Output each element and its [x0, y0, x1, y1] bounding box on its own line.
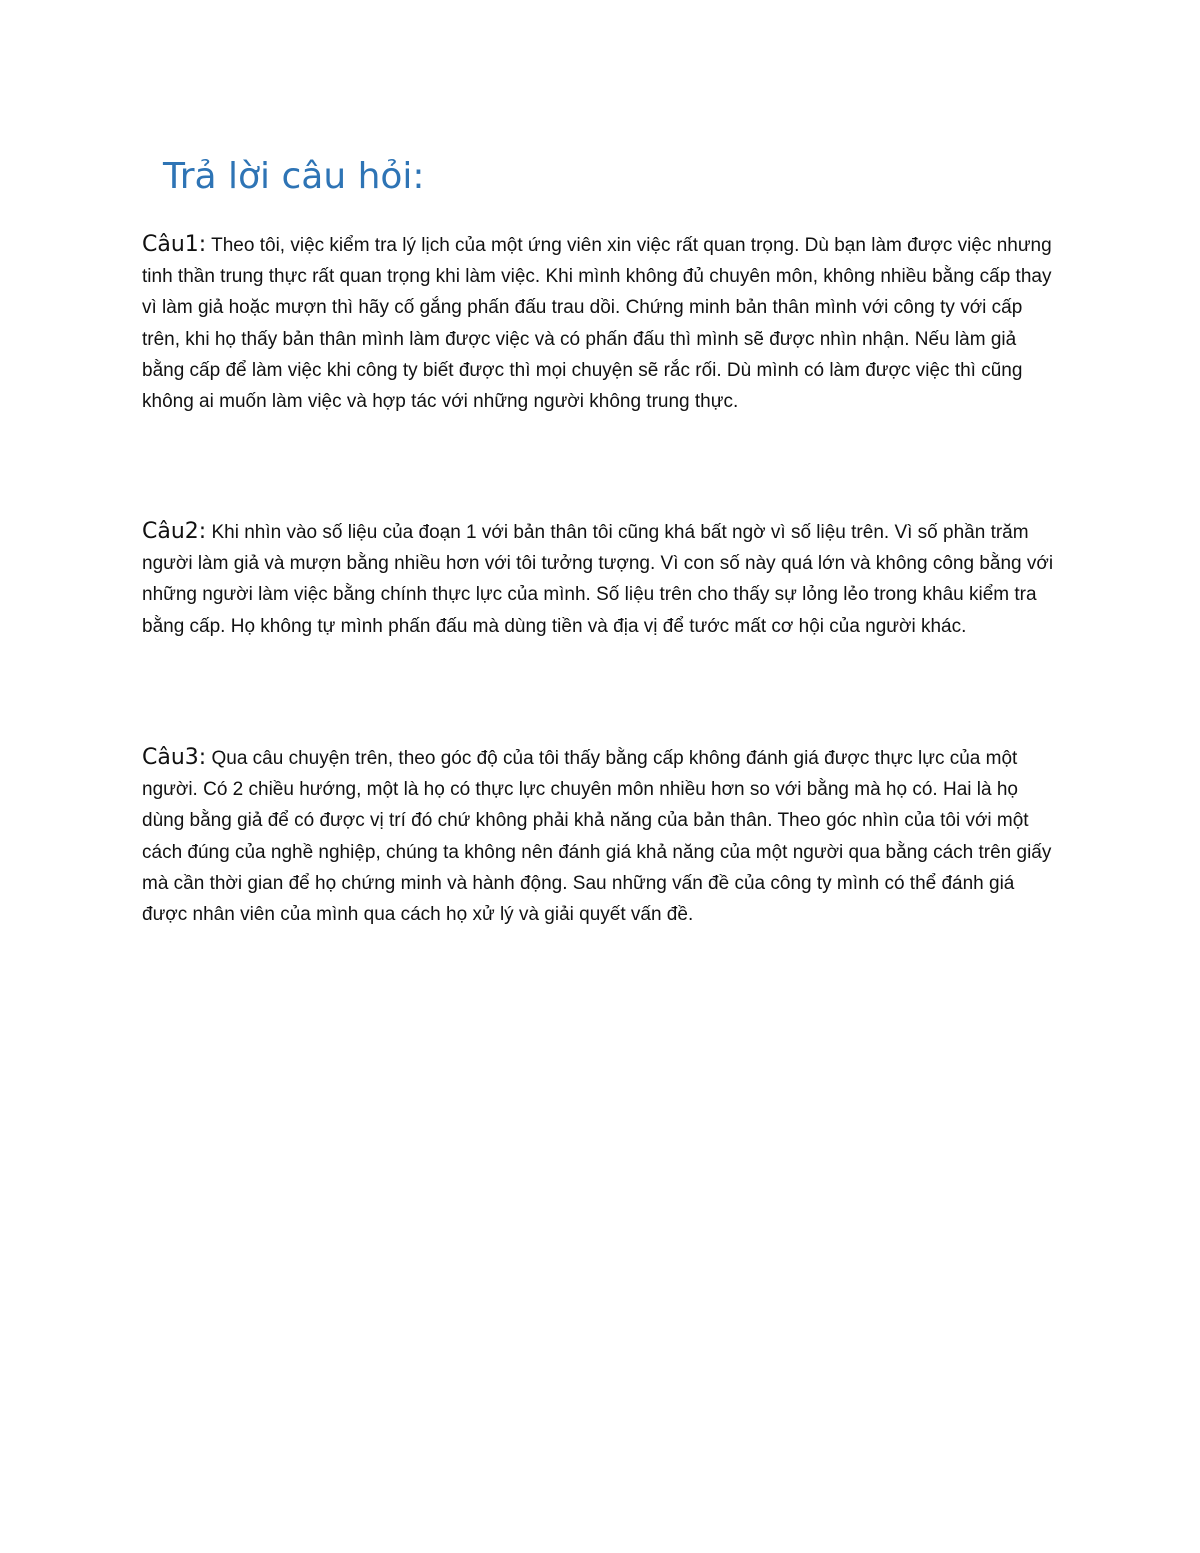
answer-2-text: Khi nhìn vào số liệu của đoạn 1 với bản thân tôi cũng khá bất ngờ vì số liệu trên. Vì số phần trăm người làm giả và mượn bằng nhiều hơn với tôi tưởng tượng. Vì con số này quá lớn và không công bằng với những người làm việc bằng chính thực lực của mình. Số liệu trên cho thấy sự lỏng lẻo trong khâu kiểm tra bằng cấp. Họ không tự mình phấn đấu mà dùng tiền và địa vị để tước mất cơ hội của người khác. — [142, 522, 1054, 637]
answer-1-text: Theo tôi, việc kiểm tra lý lịch của một ứng viên xin việc rất quan trọng. Dù bạn làm được việc nhưng tinh thần trung thực rất quan trọng khi làm việc. Khi mình không đủ chuyên môn, không nhiều bằng cấp thay vì làm giả hoặc mượn thì hãy cố gắng phấn đấu trau dồi. Chứng minh bản thân mình với công ty với cấp trên, khi họ thấy bản thân mình làm được việc và có phấn đấu thì mình sẽ được nhìn nhận. Nếu làm giả bằng cấp để làm việc khi công ty biết được thì mọi chuyện sẽ rắc rối. Dù mình có làm được việc thì cũng không ai muốn làm việc và hợp tác với những người không trung thực. — [142, 235, 1052, 413]
answer-2-label: Câu2: — [142, 519, 207, 544]
document-title: Trả lời câu hỏi: — [163, 156, 425, 197]
answer-1 — [142, 229, 1058, 417]
answer-1-label: Câu1: — [142, 232, 207, 257]
answer-2 — [142, 516, 1058, 642]
answer-3-text: Qua câu chuyện trên, theo góc độ của tôi thấy bằng cấp không đánh giá được thực lực của một người. Có 2 chiều hướng, một là họ có thực lực chuyên môn nhiều hơn so với bằng mà họ có. Hai là họ dùng bằng giả để có được vị trí đó chứ không phải khả năng của bản thân. Theo góc nhìn của tôi với một cách đúng của nghề nghiệp, chúng ta không nên đánh giá khả năng của một người qua bằng cách trên giấy mà cần thời gian để họ chứng minh và hành động. Sau những vấn đề của công ty mình có thể đánh giá được nhân viên của mình qua cách họ xử lý và giải quyết vấn đề. — [142, 748, 1052, 926]
answer-3-label: Câu3: — [142, 745, 207, 770]
answer-3 — [142, 742, 1058, 930]
